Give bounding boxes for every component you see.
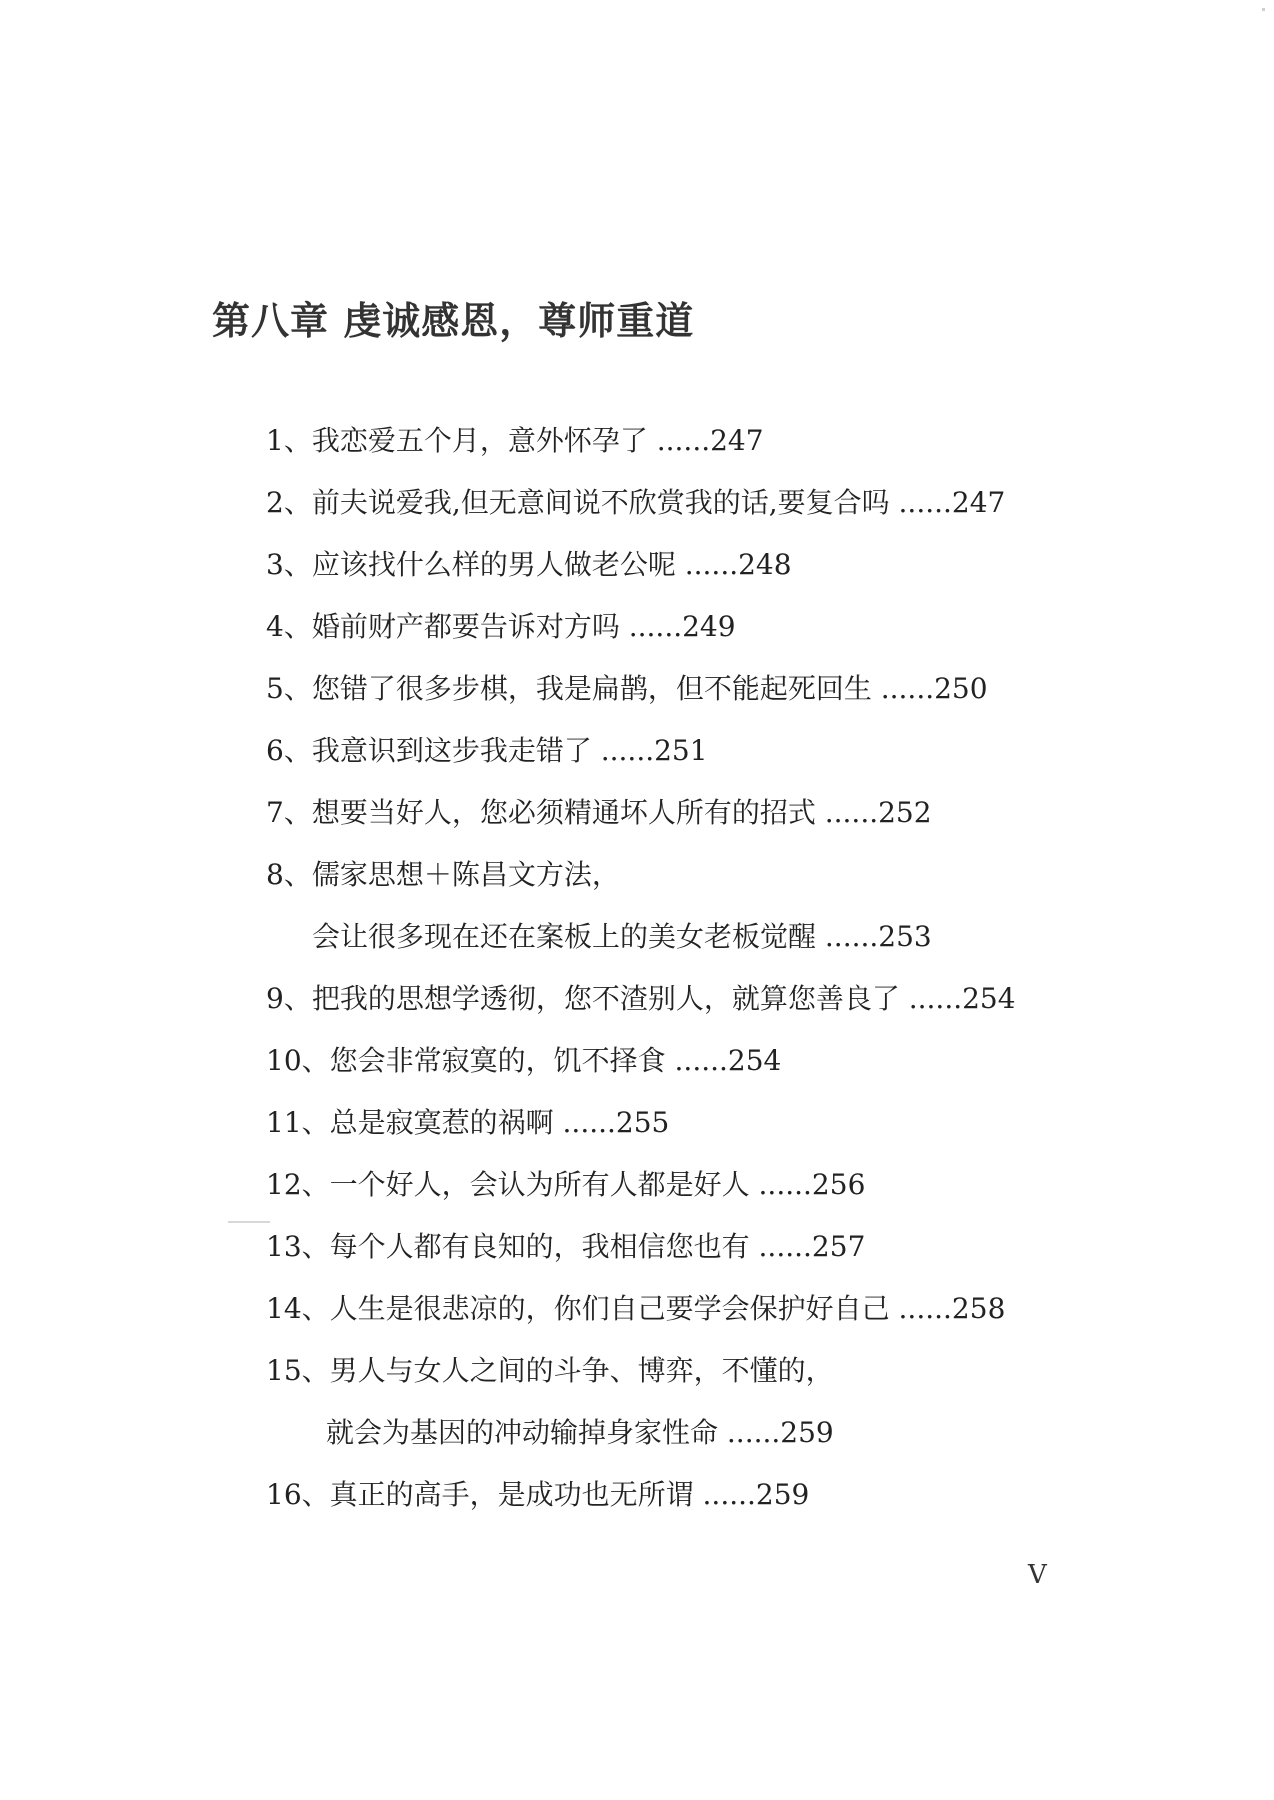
toc-entry-12: 12、一个好人，会认为所有人都是好人 ......256 [266, 1168, 866, 1201]
toc-entry-2: 2、前夫说爱我,但无意间说不欣赏我的话,要复合吗 ......247 [266, 486, 1006, 519]
scan-artifact-mark [228, 1221, 270, 1223]
toc-entry-1: 1、我恋爱五个月，意外怀孕了 ......247 [266, 424, 764, 457]
toc-entry-4: 4、婚前财产都要告诉对方吗 ......249 [266, 610, 736, 643]
toc-entry-11: 11、总是寂寞惹的祸啊 ......255 [266, 1106, 670, 1139]
chapter-title: 第八章 虔诚感恩，尊师重道 [212, 299, 695, 343]
toc-entry-6: 6、我意识到这步我走错了 ......251 [266, 734, 708, 767]
toc-entry-5: 5、您错了很多步棋，我是扁鹊，但不能起死回生 ......250 [266, 672, 988, 705]
table-of-contents [266, 410, 1166, 1526]
toc-entry-8: 8、儒家思想＋陈昌文方法， [266, 858, 620, 891]
toc-entry-8-continuation: 会让很多现在还在案板上的美女老板觉醒 ......253 [312, 920, 932, 953]
toc-entry-15: 15、男人与女人之间的斗争、博弈，不懂的， [266, 1354, 834, 1387]
toc-entry-13: 13、每个人都有良知的，我相信您也有 ......257 [266, 1230, 866, 1263]
toc-entry-14: 14、人生是很悲凉的，你们自己要学会保护好自己 ......258 [266, 1292, 1006, 1325]
toc-entry-16: 16、真正的高手，是成功也无所谓 ......259 [266, 1478, 810, 1511]
toc-entry-3: 3、应该找什么样的男人做老公呢 ......248 [266, 548, 792, 581]
toc-entry-7: 7、想要当好人，您必须精通坏人所有的招式 ......252 [266, 796, 932, 829]
toc-entry-15-continuation: 就会为基因的冲动输掉身家性命 ......259 [326, 1416, 834, 1449]
page-number: V [1028, 1560, 1047, 1590]
toc-entry-9: 9、把我的思想学透彻，您不渣别人，就算您善良了 ......254 [266, 982, 1016, 1015]
scan-artifact-dot [1262, 8, 1265, 11]
toc-entry-10: 10、您会非常寂寞的，饥不择食 ......254 [266, 1044, 782, 1077]
